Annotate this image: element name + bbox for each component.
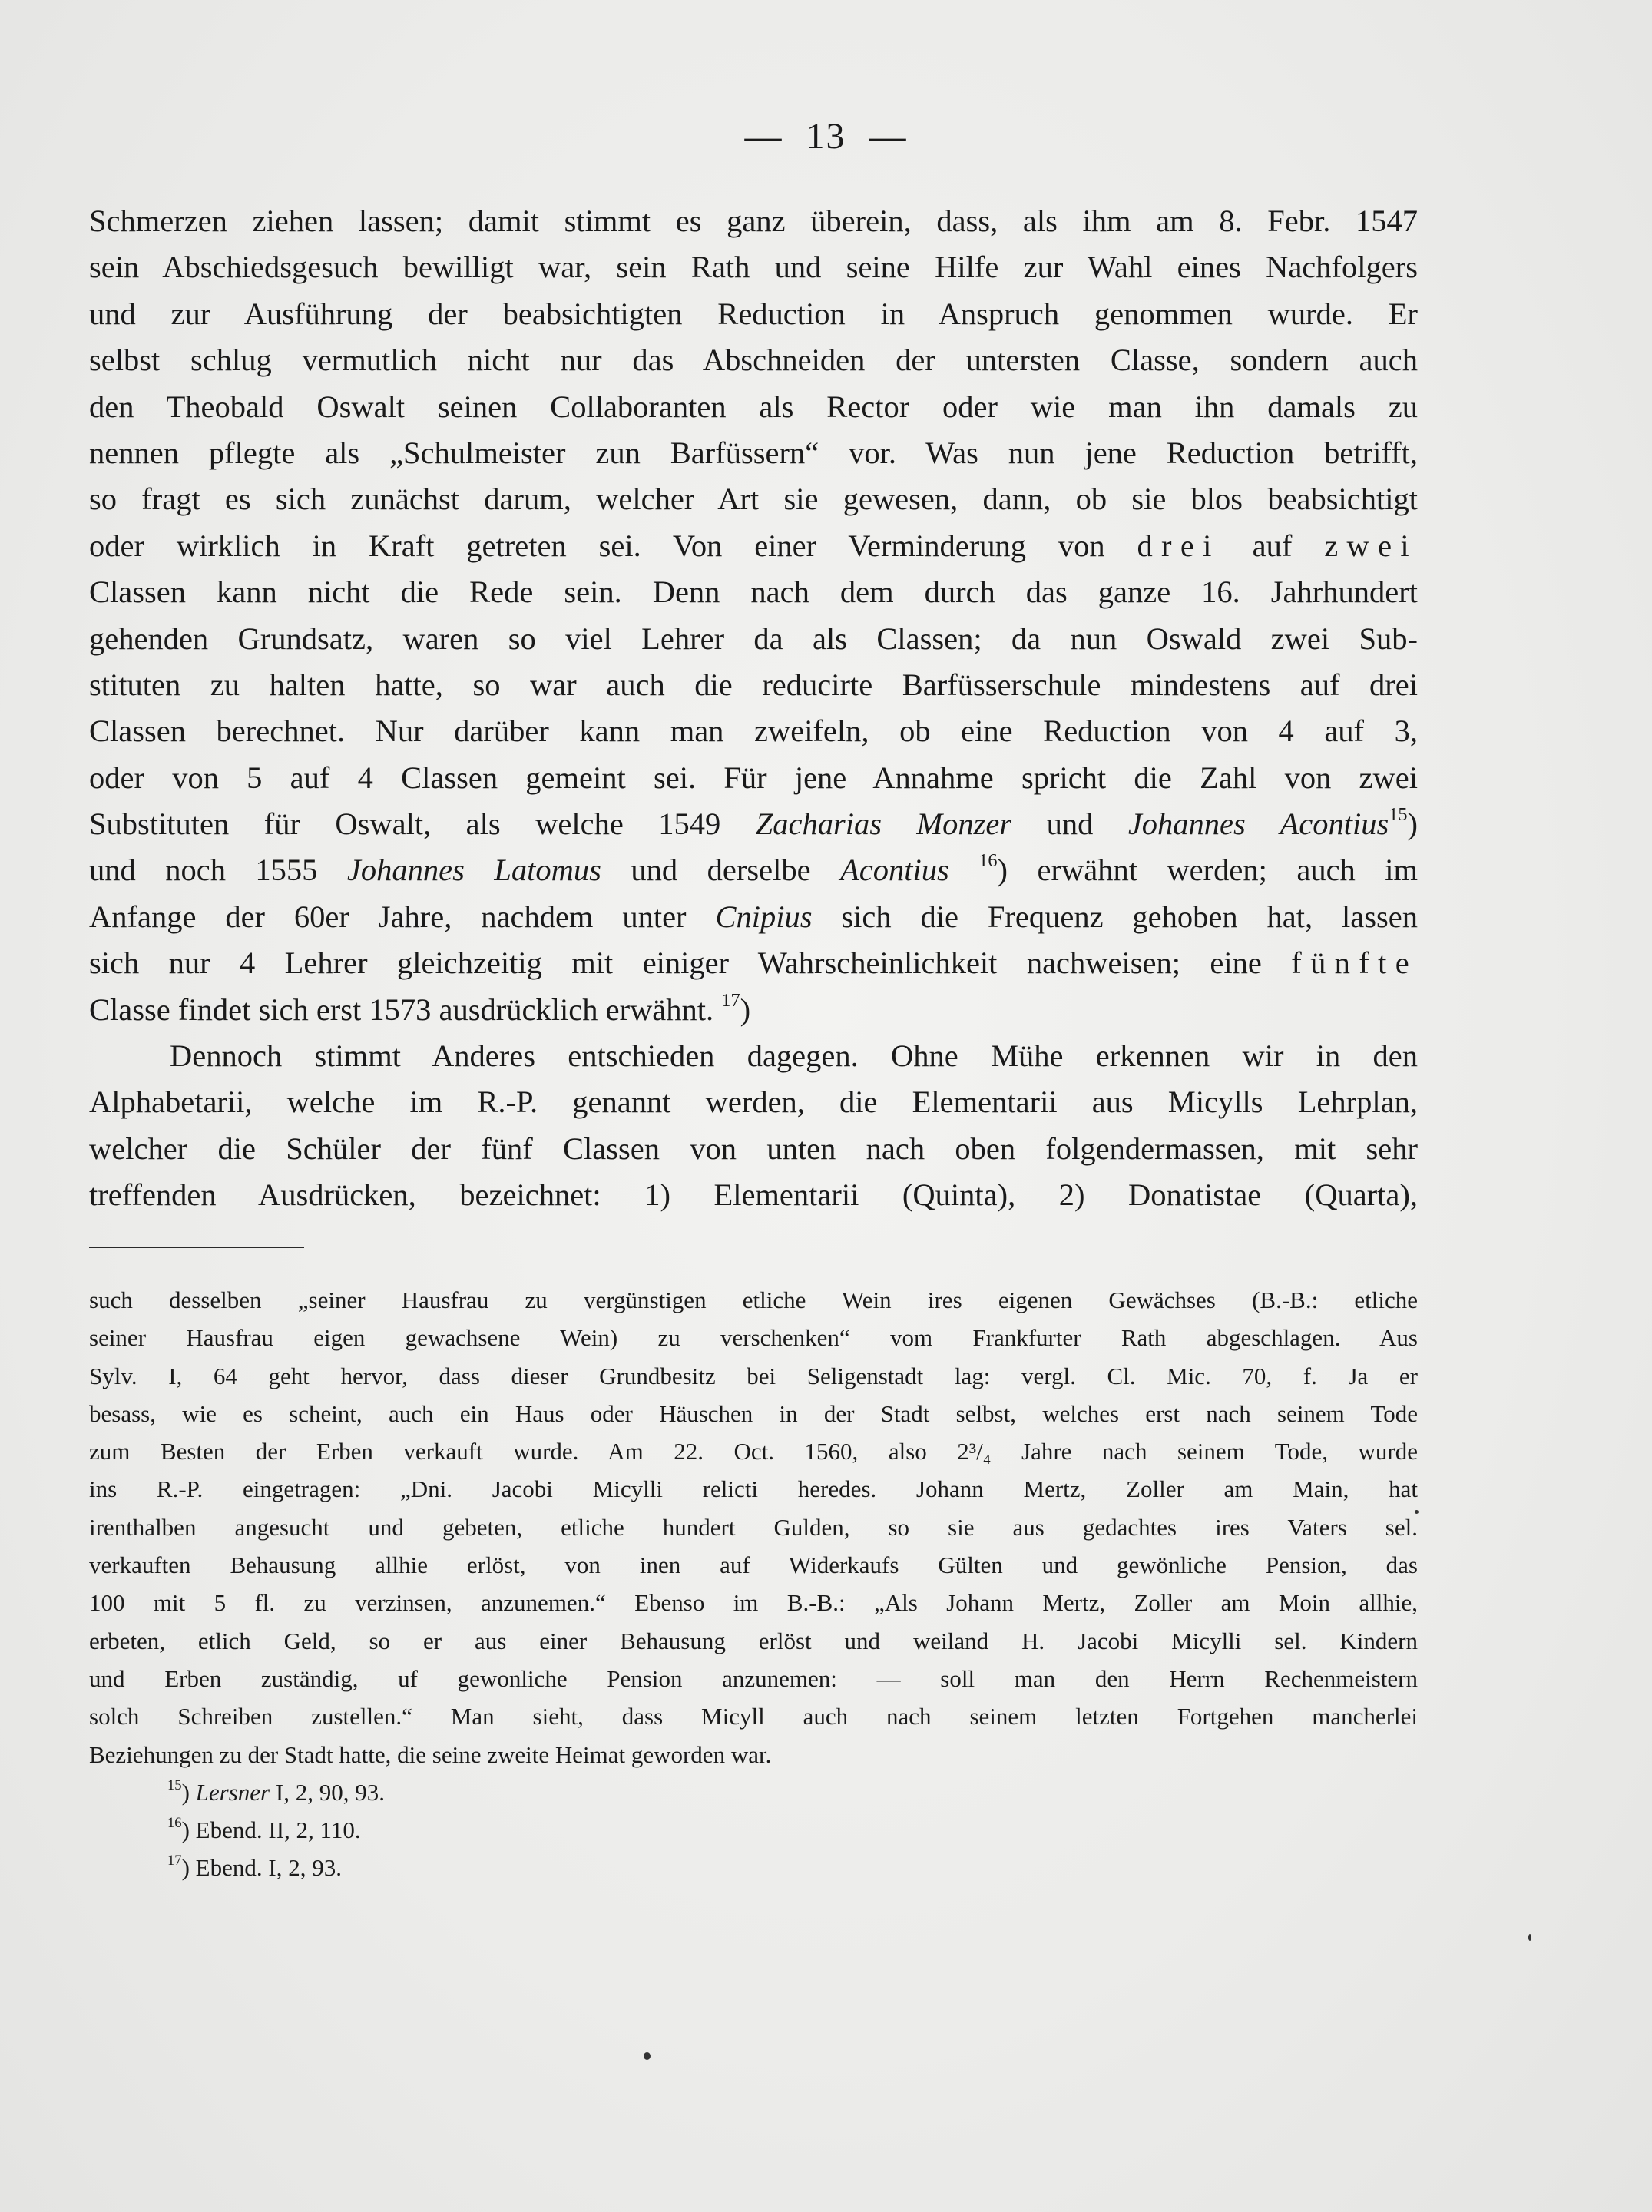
- text-line: so fragt es sich zunächst darum, welcher Art sie gewesen, dann, ob sie blos beabsichtigt: [89, 482, 1418, 517]
- note-line: zum Besten der Erben verkauft wurde. Am 22. Oct. 1560, also 2³/₄ Jahre nach seinem Tode, wurde: [89, 1438, 1418, 1465]
- text-line: Classen berechnet. Nur darüber kann man zweifeln, ob eine Reduction von 4 auf 3,: [89, 714, 1418, 749]
- text-line: selbst schlug vermutlich nicht nur das Abschneiden der untersten Classe, sondern auch: [89, 343, 1418, 378]
- text-line: Substituten für Oswalt, als welche 1549 Zacharias Monzer und Johannes Acontius$^{15}$): [89, 803, 1419, 842]
- text-line: Classen kann nicht die Rede sein. Denn nach dem durch das ganze 16. Jahrhundert: [89, 575, 1418, 610]
- text-line: Alphabetarii, welche im R.-P. genannt werden, die Elementarii aus Micylls Lehrplan,: [89, 1084, 1418, 1120]
- footnote-ref: 15: [1389, 803, 1408, 825]
- spaced-word: fünfte: [1291, 945, 1419, 981]
- italic-name: Johannes Latomus: [346, 853, 601, 888]
- text-line: treffenden Ausdrücken, bezeichnet: 1) Elementarii (Quinta), 2) Donatistae (Quarta),: [89, 1177, 1418, 1213]
- footnote-15: $^{15}$) Lersner I, 2, 90, 93.: [167, 1777, 385, 1806]
- text-line: welcher die Schüler der fünf Classen von unten nach oben folgendermassen, mit sehr: [89, 1131, 1418, 1166]
- text-line: oder von 5 auf 4 Classen gemeint sei. Für jene Annahme spricht die Zahl von zwei: [89, 760, 1418, 795]
- note-line: verkauften Behausung allhie erlöst, von inen auf Widerkaufs Gülten und gewönliche Pension, das: [89, 1551, 1418, 1579]
- footnote-16: $^{16}$) Ebend. II, 2, 110.: [167, 1814, 361, 1843]
- footnotes: [89, 1281, 1418, 1886]
- text-line: gehenden Grundsatz, waren so viel Lehrer da als Classen; da nun Oswald zwei Sub-: [89, 621, 1418, 656]
- italic-name: Cnipius: [715, 899, 813, 934]
- note-line: Sylv. I, 64 geht hervor, dass dieser Grundbesitz bei Seligenstadt lag: vergl. Cl. Mic. 70, f. Ja er: [89, 1362, 1418, 1389]
- note-line: und Erben zuständig, uf gewonliche Pension anzunemen: — soll man den Herrn Rechenmeistern: [89, 1664, 1418, 1692]
- note-line: ins R.-P. eingetragen: „Dni. Jacobi Micylli relicti heredes. Johann Mertz, Zoller am Main, hat: [89, 1475, 1418, 1503]
- note-line: 100 mit 5 fl. zu verzinsen, anzunemen.“ Ebenso im B.-B.: „Als Johann Mertz, Zoller am Moin allhie,: [89, 1589, 1418, 1617]
- text-line: sich nur 4 Lehrer gleichzeitig mit einiger Wahrscheinlichkeit nachweisen; eine fünfte: [89, 945, 1419, 981]
- page-header: [0, 115, 1652, 157]
- text-line: oder wirklich in Kraft getreten sei. Von einer Verminderung von drei auf zwei: [89, 528, 1419, 563]
- text-line: sein Abschiedsgesuch bewilligt war, sein Rath und seine Hilfe zur Wahl eines Nachfolgers: [89, 250, 1418, 285]
- note-line: seiner Hausfrau eigen gewachsene Wein) zu verschenken“ vom Frankfurter Rath abgeschlagen. Aus: [89, 1324, 1418, 1352]
- note-line: erbeten, etlich Geld, so er aus einer Behausung erlöst und weiland H. Jacobi Micylli sel. Kindern: [89, 1627, 1418, 1654]
- note-line: solch Schreiben zustellen.“ Man sieht, dass Micyll auch nach seinem letzten Fortgehen mancherlei: [89, 1703, 1418, 1730]
- text-line: und zur Ausführung der beabsichtigten Reduction in Anspruch genommen wurde. Er: [89, 296, 1418, 331]
- footnote-ref: 17: [721, 989, 740, 1011]
- footnote-17: $^{17}$) Ebend. I, 2, 93.: [167, 1852, 342, 1881]
- note-line: Beziehungen zu der Stadt hatte, die seine zweite Heimat geworden war.: [89, 1740, 772, 1768]
- text-line: Anfange der 60er Jahre, nachdem unter Cnipius sich die Frequenz gehoben hat, lassen: [89, 899, 1418, 934]
- text-line: nennen pflegte als „Schulmeister zun Barfüssern“ vor. Was nun jene Reduction betrifft,: [89, 435, 1418, 470]
- note-line: irenthalben angesucht und gebeten, etliche hundert Gulden, so sie aus gedachtes ires Vaters sel.: [89, 1513, 1418, 1541]
- text-line: Classe findet sich erst 1573 ausdrücklich erwähnt. $^{17}$): [89, 989, 751, 1027]
- page-number: 13: [806, 116, 846, 157]
- footnote-separator: [89, 1247, 304, 1248]
- italic-name: Zacharias Monzer: [755, 806, 1012, 842]
- main-text: [89, 198, 1418, 1219]
- italic-name: Acontius: [840, 853, 949, 888]
- note-line: besass, wie es scheint, auch ein Haus oder Häuschen in der Stadt selbst, welches erst nach seinem Tode: [89, 1399, 1418, 1427]
- text-line: stituten zu halten hatte, so war auch die reducirte Barfüsserschule mindestens auf drei: [89, 667, 1418, 702]
- italic-name: Johannes Acontius: [1127, 806, 1389, 842]
- text-line: Dennoch stimmt Anderes entschieden dagegen. Ohne Mühe erkennen wir in den: [170, 1038, 1418, 1074]
- ink-speck: [1528, 1934, 1531, 1941]
- spaced-word: zwei: [1324, 528, 1419, 563]
- ink-speck: [644, 2052, 651, 2060]
- text-line: und noch 1555 Johannes Latomus und derselbe Acontius $^{16}$) erwähnt werden; auch im: [89, 850, 1419, 888]
- text-line: Schmerzen ziehen lassen; damit stimmt es ganz überein, dass, als ihm am 8. Febr. 1547: [89, 204, 1418, 238]
- footnote-ref: 16: [978, 850, 998, 872]
- header-dash-left: —: [744, 116, 783, 157]
- text-line: den Theobald Oswalt seinen Collaboranten als Rector oder wie man ihn damals zu: [89, 389, 1418, 424]
- ink-speck: [1415, 1510, 1419, 1514]
- header-dash-right: —: [869, 116, 908, 157]
- spaced-word: drei: [1137, 528, 1220, 563]
- note-line: such desselben „seiner Hausfrau zu vergünstigen etliche Wein ires eigenen Gewächses (B.-B.: etliche: [89, 1286, 1418, 1313]
